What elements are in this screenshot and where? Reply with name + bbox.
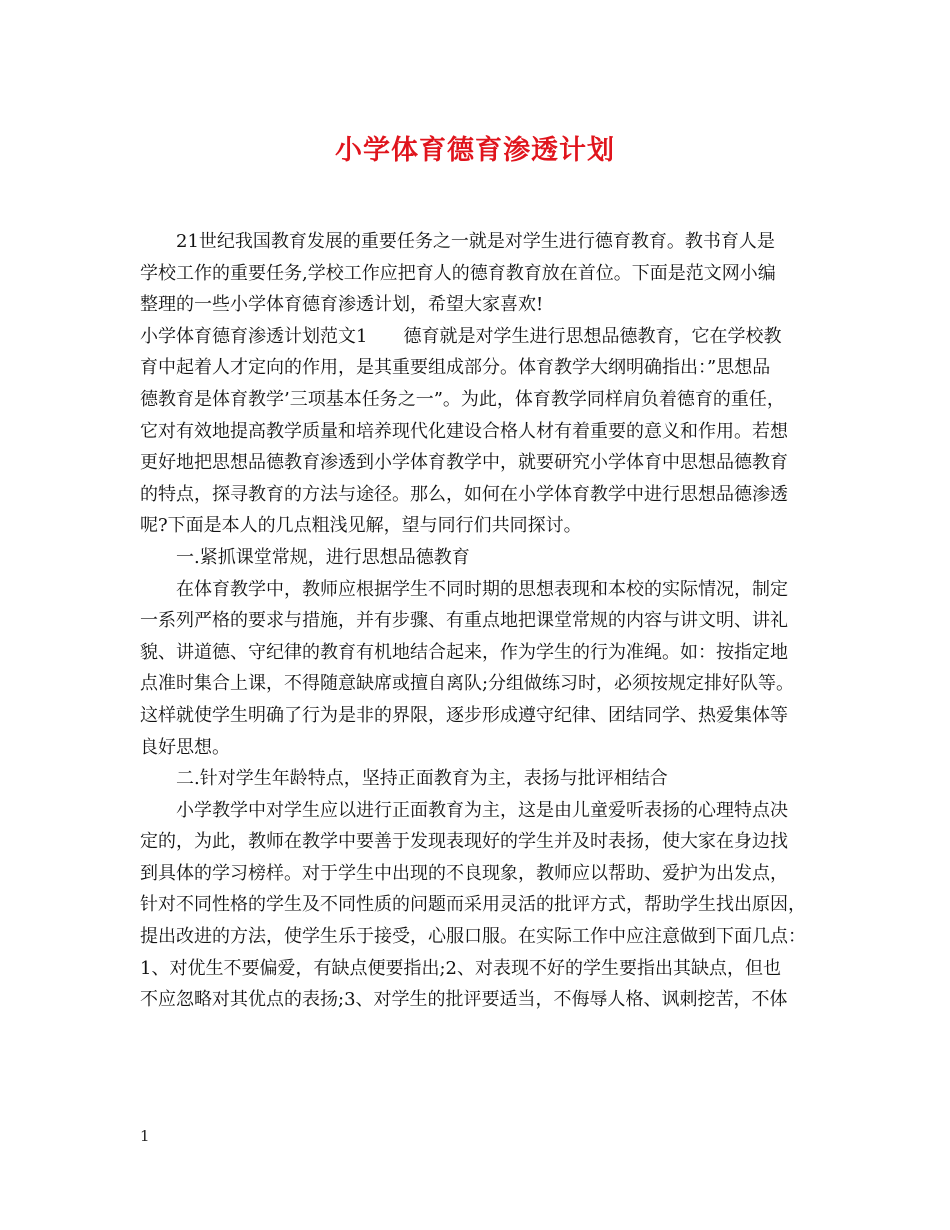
paragraph-line: 德教育是体育教学’三项基本任务之一”。为此，体育教学同样肩负着德育的重任， (140, 388, 785, 410)
paragraph-line: 一系列严格的要求与措施，并有步骤、有重点地把课堂常规的内容与讲文明、讲礼 (140, 610, 788, 632)
paragraph-line: 良好思想。 (140, 736, 230, 758)
paragraph-line: 它对有效地提高教学质量和培养现代化建设合格人材有着重要的意义和作用。若想 (140, 420, 788, 442)
paragraph-line: 到具体的学习榜样。对于学生中出现的不良现象，教师应以帮助、爱护为出发点， (140, 862, 788, 884)
section-heading: 一.紧抓课堂常规，进行思想品德教育 (176, 546, 470, 568)
page-number: 1 (140, 1127, 150, 1145)
paragraph-line: 1、对优生不要偏爱，有缺点便要指出;2、对表现不好的学生要指出其缺点，但也 (140, 957, 781, 979)
paragraph-line: 点准时集合上课，不得随意缺席或擅自离队;分组做练习时，必须按规定排好队等。 (140, 673, 795, 695)
paragraph-line: 学校工作的重要任务,学校工作应把育人的德育教育放在首位。下面是范文网小编 (140, 262, 776, 284)
paragraph-line: 更好地把思想品德教育渗透到小学体育教学中，就要研究小学体育中思想品德教育 (140, 452, 788, 474)
paragraph-line: 小学体育德育渗透计划范文1 德育就是对学生进行思想品德教育，它在学校教 (140, 325, 782, 347)
paragraph-line: 在体育教学中，教师应根据学生不同时期的思想表现和本校的实际情况，制定 (176, 578, 788, 600)
section-heading: 二.针对学生年龄特点，坚持正面教育为主，表扬与批评相结合 (176, 768, 668, 790)
paragraph-line: 育中起着人才定向的作用，是其重要组成部分。体育教学大纲明确指出：”思想品 (140, 357, 771, 379)
paragraph-line: 这样就使学生明确了行为是非的界限，逐步形成遵守纪律、团结同学、热爱集体等 (140, 704, 788, 726)
paragraph-line: 呢?下面是本人的几点粗浅见解，望与同行们共同探讨。 (140, 515, 582, 537)
paragraph-line: 貌、讲道德、守纪律的教育有机地结合起来，作为学生的行为准绳。如：按指定地 (140, 641, 788, 663)
paragraph-line: 针对不同性格的学生及不同性质的问题而采用灵活的批评方式，帮助学生找出原因， (140, 894, 806, 916)
paragraph-line: 整理的一些小学体育德育渗透计划，希望大家喜欢! (140, 294, 544, 316)
paragraph-line: 21世纪我国教育发展的重要任务之一就是对学生进行德育教育。教书育人是 (176, 231, 775, 252)
paragraph-line: 小学教学中对学生应以进行正面教育为主，这是由儿童爱听表扬的心理特点决 (176, 799, 788, 821)
paragraph-line: 定的，为此，教师在教学中要善于发现表现好的学生并及时表扬，使大家在身边找 (140, 831, 788, 853)
paragraph-line: 不应忽略对其优点的表扬;3、对学生的批评要适当，不侮辱人格、讽刺挖苦，不体 (140, 989, 788, 1011)
document-body (140, 226, 820, 1016)
paragraph-line: 提出改进的方法，使学生乐于接受，心服口服。在实际工作中应注意做到下面几点： (140, 926, 806, 948)
paragraph-line: 的特点，探寻教育的方法与途径。那么，如何在小学体育教学中进行思想品德渗透 (140, 483, 788, 505)
document-title: 小学体育德育渗透计划 (335, 135, 615, 166)
